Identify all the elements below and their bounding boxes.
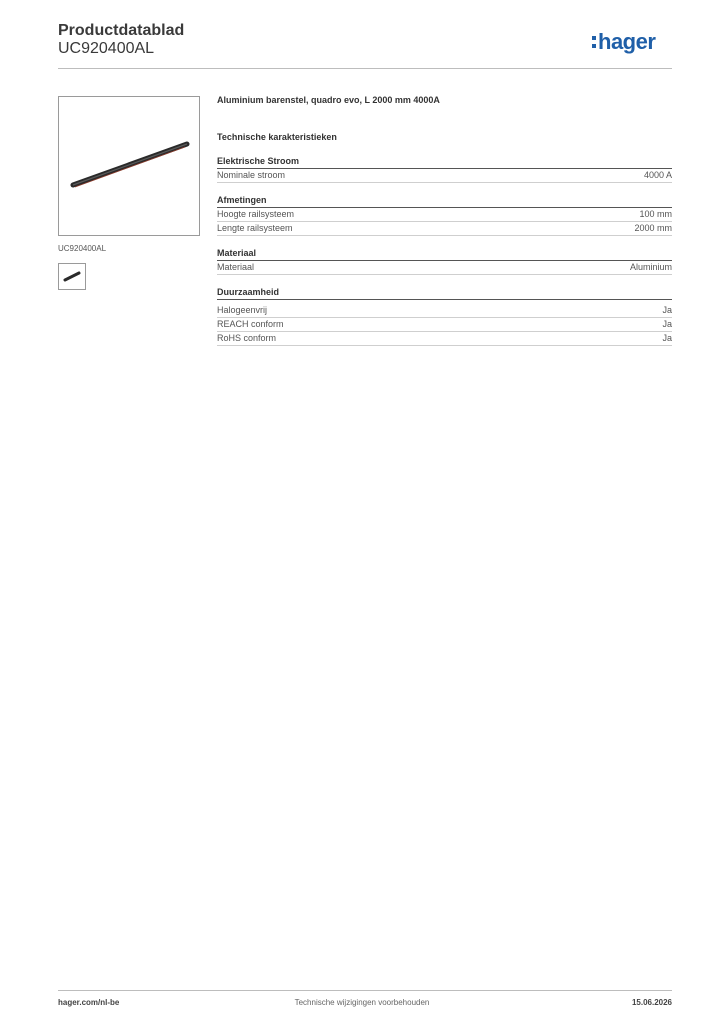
- footer-date: 15.06.2026: [631, 998, 672, 1007]
- footer-notice: Technische wijzigingen voorbehouden: [294, 998, 430, 1007]
- spec-panel: [217, 93, 672, 346]
- image-thumbnail[interactable]: [58, 263, 86, 290]
- header-divider: [58, 68, 672, 69]
- spec-label: Hoogte railsysteem: [217, 209, 295, 219]
- product-description: Aluminium barenstel, quadro evo, L 2000 mm 4000A: [217, 95, 440, 105]
- spec-label: Halogeenvrij: [217, 305, 268, 315]
- logo-text: hager: [598, 29, 656, 54]
- spec-label: Nominale stroom: [217, 170, 286, 180]
- spec-row: [217, 318, 672, 332]
- spec-value: Aluminium: [629, 262, 672, 272]
- spec-value: Ja: [662, 333, 672, 343]
- section-materiaal: [217, 247, 672, 275]
- footer-website-link[interactable]: hager.com/nl-be: [58, 998, 120, 1007]
- spec-label: Materiaal: [217, 262, 255, 272]
- section-title: Materiaal: [217, 247, 672, 261]
- product-image: [58, 96, 200, 236]
- spec-value: Ja: [662, 305, 672, 315]
- spec-value: 4000 A: [643, 170, 672, 180]
- spec-label: RoHS conform: [217, 333, 277, 343]
- section-afmetingen: [217, 194, 672, 236]
- page-title: Productdatablad: [58, 22, 185, 39]
- image-caption: UC920400AL: [58, 244, 107, 253]
- product-code: UC920400AL: [58, 40, 155, 57]
- spec-row: [217, 208, 672, 222]
- section-elektrische-stroom: [217, 155, 672, 183]
- spec-label: REACH conform: [217, 319, 284, 329]
- section-title: Elektrische Stroom: [217, 155, 672, 169]
- spec-row: [217, 261, 672, 275]
- busbar-icon: [59, 97, 199, 235]
- technical-heading: Technische karakteristieken: [217, 132, 337, 142]
- spec-row: [217, 304, 672, 318]
- spec-row: [217, 169, 672, 183]
- spec-value: 2000 mm: [634, 223, 672, 233]
- section-duurzaamheid: [217, 286, 672, 346]
- spec-value: Ja: [662, 319, 672, 329]
- thumbnail-busbar-icon: [59, 264, 85, 289]
- hager-logo: [592, 27, 655, 57]
- section-title: Duurzaamheid: [217, 286, 672, 300]
- spec-label: Lengte railsysteem: [217, 223, 293, 233]
- logo-dots-icon: [592, 34, 596, 50]
- spec-value: 100 mm: [639, 209, 672, 219]
- section-title: Afmetingen: [217, 194, 672, 208]
- footer-divider: [58, 990, 672, 991]
- spec-row: [217, 222, 672, 236]
- spec-row: [217, 332, 672, 346]
